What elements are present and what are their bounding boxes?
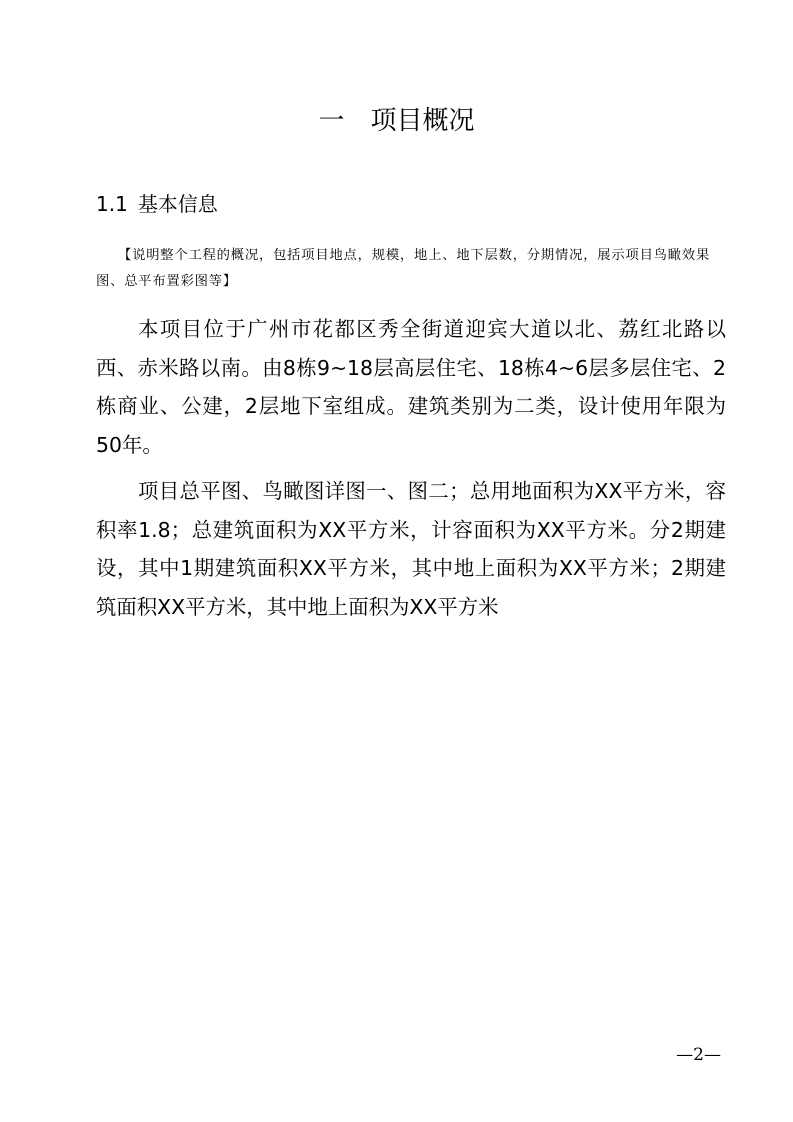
section-title-text: 基本信息 — [137, 192, 218, 216]
body-paragraph-location: 本项目位于广州市花都区秀全街道迎宾大道以北、荔红北路以西、赤米路以南。由8栋9~18层高层住宅、18栋4~6层多层住宅、2栋商业、公建，2层地下室组成。建筑类别为二类，设计使用年限为50年。 — [96, 317, 726, 457]
chapter-title — [0, 101, 793, 141]
chapter-number: 一 — [318, 106, 345, 136]
body-paragraph-area: 项目总平图、鸟瞰图详图一、图二；总用地面积为XX平方米，容积率1.8；总建筑面积为XX平方米，计容面积为XX平方米。分2期建设，其中1期建筑面积XX平方米，其中地上面积为XX平方米；2期建筑面积XX平方米，其中地上面积为XX平方米 — [96, 479, 726, 619]
instruction-note: 【说明整个工程的概况，包括项目地点，规模，地上、地下层数，分期情况，展示项目鸟瞰效果图、总平布置彩图等】 — [96, 248, 711, 289]
chapter-title-text: 项目概况 — [370, 106, 475, 136]
page-number: —2— — [676, 1045, 721, 1065]
section-number: 1.1 — [96, 192, 128, 216]
section-heading — [96, 188, 218, 220]
